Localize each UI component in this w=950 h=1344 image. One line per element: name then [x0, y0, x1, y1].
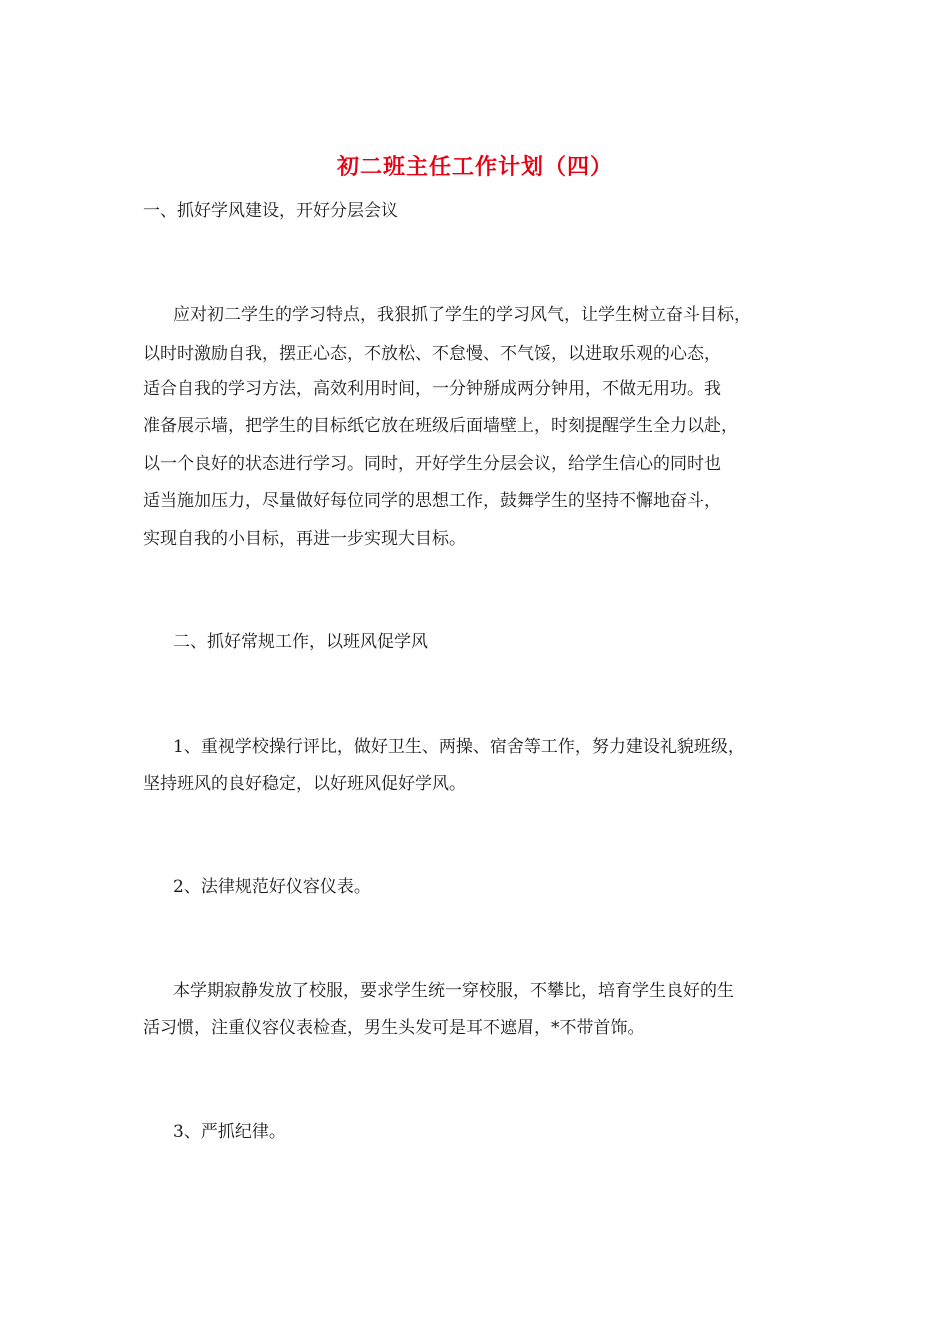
section-heading-1: 一、抓好学风建设，开好分层会议	[143, 201, 398, 221]
document-title: 初二班主任工作计划（四）	[336, 154, 613, 180]
paragraph-1-line-7: 实现自我的小目标，再进一步实现大目标。	[143, 529, 466, 549]
item-1-line-1: 1、重视学校操行评比，做好卫生、两操、宿舍等工作，努力建设礼貌班级，	[173, 737, 745, 757]
paragraph-1-line-2: 以时时激励自我，摆正心态，不放松、不怠慢、不气馁，以进取乐观的心态，	[143, 344, 721, 364]
section-heading-2: 二、抓好常规工作，以班风促学风	[173, 632, 428, 652]
paragraph-2-line-2: 活习惯，注重仪容仪表检查，男生头发可是耳不遮眉，*不带首饰。	[143, 1018, 645, 1038]
item-3: 3、严抓纪律。	[173, 1122, 286, 1142]
item-2: 2、法律规范好仪容仪表。	[173, 877, 371, 897]
paragraph-1-line-6: 适当施加压力，尽量做好每位同学的思想工作，鼓舞学生的坚持不懈地奋斗，	[143, 491, 721, 511]
paragraph-1-line-1: 应对初二学生的学习特点，我狠抓了学生的学习风气，让学生树立奋斗目标，	[173, 305, 751, 325]
paragraph-1-line-4: 准备展示墙，把学生的目标纸它放在班级后面墙壁上，时刻提醒学生全力以赴，	[143, 416, 738, 436]
paragraph-1-line-3: 适合自我的学习方法，高效利用时间，一分钟掰成两分钟用，不做无用功。我	[143, 379, 721, 399]
paragraph-1-line-5: 以一个良好的状态进行学习。同时，开好学生分层会议，给学生信心的同时也	[143, 454, 721, 474]
paragraph-2-line-1: 本学期寂静发放了校服，要求学生统一穿校服，不攀比，培育学生良好的生	[173, 981, 734, 1001]
item-1-line-2: 坚持班风的良好稳定，以好班风促好学风。	[143, 774, 466, 794]
